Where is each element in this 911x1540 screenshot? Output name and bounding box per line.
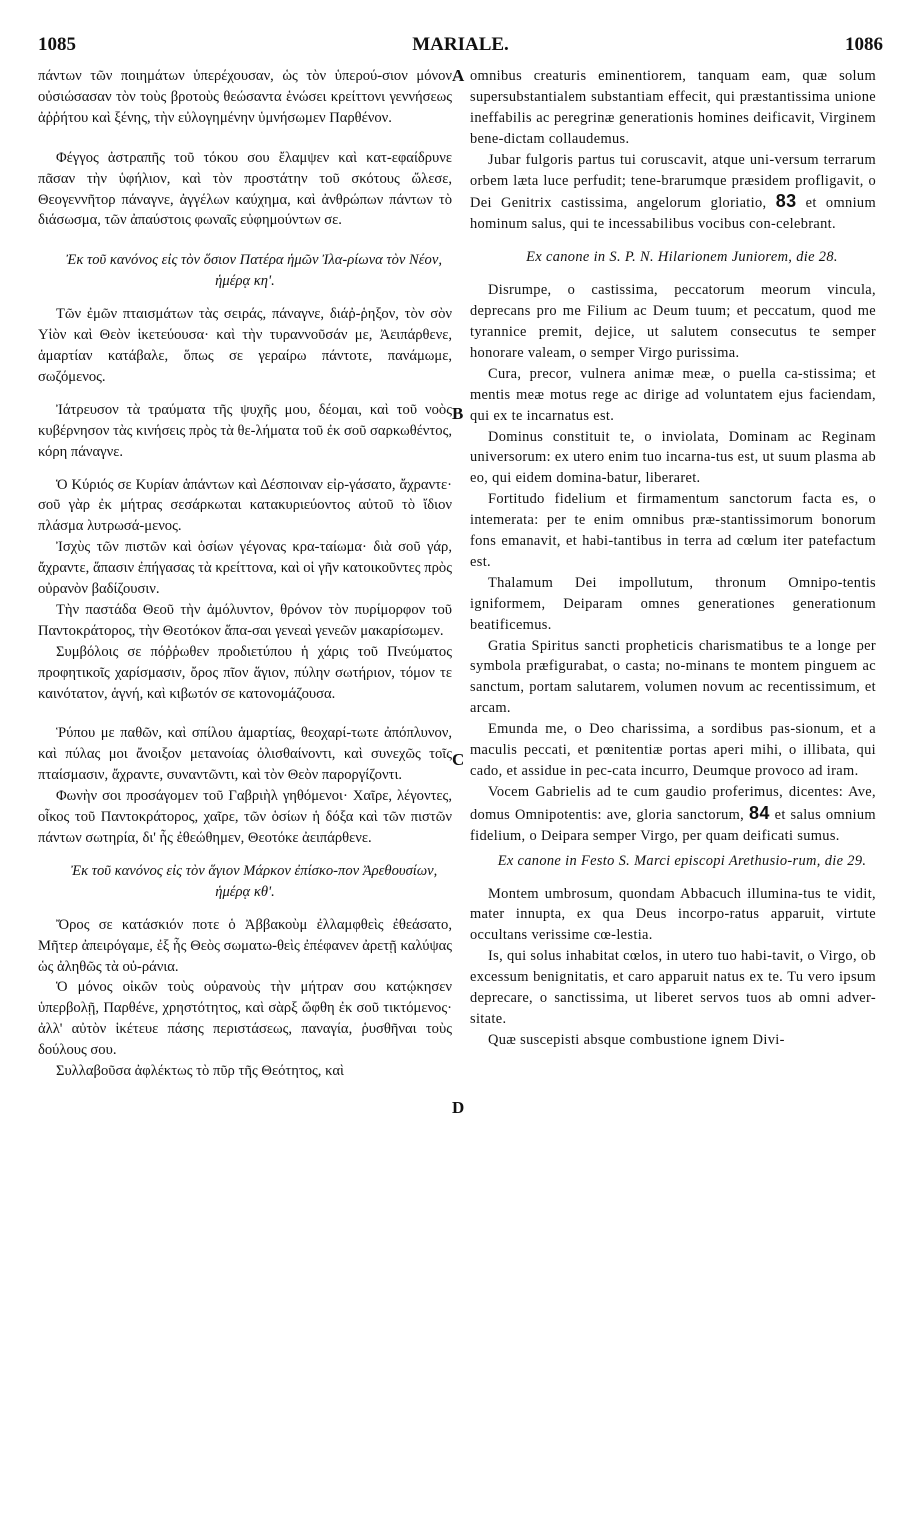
running-title: MARIALE. <box>412 34 509 55</box>
greek-paragraph: Ῥύπου με παθῶν, καὶ σπίλου ἁμαρτίας, θεοχαρί-τωτε ἀπόπλυνον, καὶ πύλας μοι ἄνοιξον μετανοίας ὀλισθαίνοντι, καὶ συνεχῶς τοῖς πταίσμασιν, ἄχραντε, συναντῶντι, καὶ τὸν Θεὸν παροργίζοντι. <box>38 725 452 784</box>
greek-paragraph: Ἰσχὺς τῶν πιστῶν καὶ ὁσίων γέγονας κρα-ταίωμα· διὰ σοῦ γάρ, ἄχραντε, ἅπασιν ἐπήγασας τὰ κρείττονα, καὶ οἱ γῆν κατοικοῦντες πρὸς οὐρανὸν βαδίζουσιν. <box>38 539 452 598</box>
latin-paragraph: Jubar fulgoris partus tui coruscavit, atque uni-versum terrarum orbem læta luce perfudit; tene-brarumque præsidem profligavit, o Dei Genitrix castissima, angelorum gloriatio, 83 et omnium hominum salus, qui te incessabilibus vocibus con-celebrant. <box>470 151 876 233</box>
greek-paragraph: Συλλαβοῦσα ἀφλέκτως τὸ πῦρ τῆς Θεότητος, καὶ <box>56 1063 344 1080</box>
latin-paragraph: omnibus creaturis eminentiorem, tanquam eam, quæ solum supersubstantialem substantiam effecit, qui præstantissima unione ineffabilis ac peregrinæ generationis homines deificavit, Virginem bene-dictam collaudemus. <box>470 68 876 147</box>
margin-letter-c: C <box>452 750 465 769</box>
greek-paragraph: Ὄρος σε κατάσκιόν ποτε ὁ Ἀββακοὺμ ἐλλαμφθεὶς ἐθεάσατο, Μῆτερ ἀπειρόγαμε, ἐξ ἧς Θεὸς σωματω-θεὶς ἐπέφανεν ἀρετῇ καλύψας ὡς ἀληθῶς τὰ οὐ-ράνια. <box>38 916 452 975</box>
latin-paragraph: Cura, precor, vulnera animæ meæ, o puella ca-stissima; et mentis meæ motus rege ac dirige ad voluntatem ejus faciendam, qui ex te incarnatus est. <box>470 365 876 424</box>
latin-paragraph: Is, qui solus inhabitat cœlos, in utero tuo habi-tavit, o Virgo, ob excessum benignitatis, et caro apparuit natus ex te. Tu vero ipsum deprecare, o sanctissima, ut liberet servos tuos ab omni adver-sitate. <box>470 948 876 1027</box>
latin-column <box>470 66 876 1540</box>
latin-paragraph: Vocem Gabrielis ad te cum gaudio proferimus, dicentes: Ave, domus Omnipotentis: ave, gloria sanctorum, 84 et salus omnium fidelium, o Deipara semper Virgo, per quam deificati sumus. <box>470 783 876 844</box>
greek-paragraph: Ὁ μόνος οἰκῶν τοὺς οὐρανοὺς τὴν μήτραν σου κατῴκησεν ὑπερβολῇ, Παρθένε, χρηστότητος, καὶ σὰρξ ὤφθη ἐκ σοῦ τικτόμενος· ἀλλ' αὐτὸν ἱκέτευε πάσης περιστάσεως, παναγία, ῥυσθῆναι τοὺς δούλους σου. <box>38 979 452 1059</box>
latin-rubric: Ex canone in Festo S. Marci episcopi Arethusio-rum, die 29. <box>497 852 867 869</box>
running-header <box>38 34 883 64</box>
greek-paragraph: Συμβόλοις σε πόῤῥωθεν προδιετύπου ἡ χάρις τοῦ Πνεύματος προφητικοῖς χαρίσμασιν, ὄρος πῖον ἅγιον, πύλην σωτήριον, τόμον τε καινότατον, ἁγνή, καὶ κιβωτόν σε κατονομάζουσα. <box>38 643 452 702</box>
greek-rubric: Ἐκ τοῦ κανόνος εἰς τὸν ἅγιον Μάρκον ἐπίσκο-πον Ἀρεθουσίων, ἡμέρᾳ κθ'. <box>70 862 438 900</box>
margin-letter-d: D <box>452 1098 465 1117</box>
right-page-number: 1086 <box>845 34 883 55</box>
greek-paragraph: πάντων τῶν ποιημάτων ὑπερέχουσαν, ὡς τὸν ὑπερού-σιον μόνον οὐσιώσασαν τὸν τοὺς βροτοὺς θεώσαντα ἑνώσει κρείττονι γεννήσεως ἀῤῥήτου καὶ ξένης, τὴν εὐλογημένην ὑμνήσωμεν Παρθένον. <box>38 68 452 126</box>
greek-rubric: Ἐκ τοῦ κανόνος εἰς τὸν ὅσιον Πατέρα ἡμῶν Ἰλα-ρίωνα τὸν Νέον, ἡμέρᾳ κη'. <box>66 252 442 290</box>
greek-paragraph: Τὴν παστάδα Θεοῦ τὴν ἀμόλυντον, θρόνον τὸν πυρίμορφον τοῦ Παντοκράτορος, τὴν Θεοτόκον ἅπα-σαι γενεαὶ γενεῶν μακαρίσωμεν. <box>38 601 452 639</box>
latin-paragraph: Quæ suscepisti absque combustione ignem Divi- <box>488 1031 785 1048</box>
greek-paragraph: Φέγγος ἀστραπῆς τοῦ τόκου σου ἔλαμψεν καὶ κατ-εφαίδρυνε πᾶσαν τὴν ὑφήλιον, καὶ τὸν προστάτην τοῦ σκότους ὤλεσε, Θεογεννῆτορ πάναγνε, ἀγγέλων καύχημα, καὶ ἀνθρώπων πάντων τὸ διάσωσμα, τῶν ἀπαύστοις φωναῖς εὐφημούντων σε. <box>38 149 452 229</box>
latin-paragraph: Fortitudo fidelium et firmamentum sanctorum facta es, o intemerata: per te enim omnibus præ-stantissimorum bonorum fons emanavit, et habi-tantibus in terra ad cœlum iter patefactum est. <box>470 491 876 570</box>
margin-letter-b: B <box>452 404 464 423</box>
latin-paragraph: Disrumpe, o castissima, peccatorum meorum vincula, deprecans pro me Filium ac Deum tuum; et peccatum, quod me tyrannice premit, dejice, ut salutem consecutus te semper honorare valeam, o semper Virgo purissima. <box>470 282 876 361</box>
greek-paragraph: Ὁ Κύριός σε Κυρίαν ἁπάντων καὶ Δέσποιναν εἰρ-γάσατο, ἄχραντε· σοῦ γὰρ ἐκ μήτρας σεσάρκωται κατακυριεύοντος αὐτοῦ τὸ ἴδιον πλάσμα λυτρωσά-μενος. <box>38 476 452 535</box>
greek-paragraph: Τῶν ἐμῶν πταισμάτων τὰς σειράς, πάναγνε, διάῤ-ῥηξον, τὸν σὸν Υἱὸν καὶ Θεὸν ἱκετεύουσα· καὶ τὴν τυραννοῦσάν με, Ἀειπάρθενε, ἁμαρτίαν κατάβαλε, ὅπως σε γεραίρω πάντοτε, πανάμωμε, σωζόμενος. <box>38 306 452 385</box>
latin-paragraph: Montem umbrosum, quondam Abbacuch illumina-tus te vidit, mater innupta, ex qua Deus incorpo-ratus apparuit, virtute occultans verissime cœ-lestia. <box>470 885 876 944</box>
margin-letter-a: A <box>452 66 465 85</box>
latin-paragraph: Emunda me, o Deo charissima, a sordibus pas-sionum, et a maculis peccati, et pœnitentiæ portas aperi mihi, o illibata, qui cado, et assidue in pec-cata incurro, Deumque provoco ad iram. <box>470 721 876 779</box>
column-number: 84 <box>748 802 770 823</box>
greek-paragraph: Ἰάτρευσον τὰ τραύματα τῆς ψυχῆς μου, δέομαι, καὶ τοῦ νοὸς κυβέρνησον τὰς κινήσεις πρὸς τὰ θε-λήματα τοῦ ἐκ σοῦ σαρκωθέντος, κόρη πάναγνε. <box>38 401 452 460</box>
latin-paragraph: Thalamum Dei impollutum, thronum Omnipo-tentis igniformem, Deiparam omnes generationes generationum beatificemus. <box>470 574 876 633</box>
latin-rubric: Ex canone in S. P. N. Hilarionem Juniorem, die 28. <box>526 249 838 266</box>
column-number: 83 <box>775 191 797 212</box>
latin-paragraph: Gratia Spiritus sancti propheticis charismatibus te a longe per symbola præfigurabat, o casta; no-minans te montem pinguem ac sanctum, portam salutarem, volumen novum ac recentissimum, et arcam. <box>470 637 876 717</box>
latin-paragraph: Dominus constituit te, o inviolata, Dominam ac Reginam universorum: ex utero enim tuo incarna-tus est, ut suum plasma ab eo, qui eidem domina-batur, liberaret. <box>470 428 876 487</box>
greek-paragraph: Φωνὴν σοι προσάγομεν τοῦ Γαβριὴλ γηθόμενοι· Χαῖρε, λέγοντες, οἶκος τοῦ Παντοκράτορος, χαῖρε, τῶν ὁσίων ἡ δόξα καὶ τῶν πιστῶν πάντων σωτηρία, δι' ἧς ἐθεώθημεν, Θεοτόκε ἀειπάρθενε. <box>38 788 452 846</box>
greek-column <box>38 66 452 1540</box>
left-page-number: 1085 <box>38 34 76 55</box>
